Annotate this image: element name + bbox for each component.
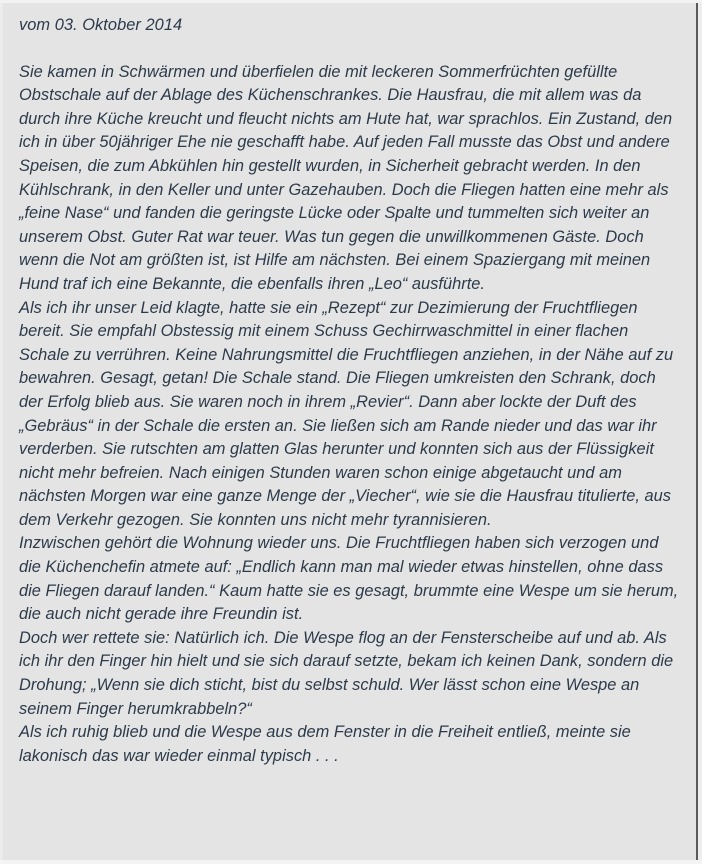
dateline-spacer bbox=[19, 38, 686, 61]
paragraph-1: Sie kamen in Schwärmen und überfielen die mit leckeren Sommerfrüchten gefüllte Obstschale auf der Ablage des Küchenschrankes. Die Hausfrau, die mit allem was da durch ihre Küche kreucht und fleucht nichts am Hute hat, war sprachlos. Ein Zustand, den ich in über 50jähriger Ehe nie geschafft habe. Auf jeden Fall musste das Obst und andere Speisen, die zum Abkühlen hin gestellt wurden, in Sicherheit gebracht werden. In den Kühlschrank, in den Keller und unter Gazehauben. Doch die Fliegen hatten eine mehr als „feine Nase“ und fanden die geringste Lücke oder Spalte und tummelten sich weiter an unserem Obst. Guter Rat war teuer. Was tun gegen die unwillkommenen Gäste. Doch wenn die Not am größten ist, ist Hilfe am nächsten. Bei einem Spaziergang mit meinen Hund traf ich eine Bekannte, die ebenfalls ihren „Leo“ ausführte. bbox=[19, 62, 673, 293]
article-text bbox=[19, 61, 679, 769]
paragraph-5: Als ich ruhig blieb und die Wespe aus dem Fenster in die Freiheit entließ, meinte sie lakonisch das war wieder einmal typisch . . . bbox=[19, 723, 631, 765]
document-body bbox=[0, 3, 702, 768]
paragraph-2: Als ich ihr unser Leid klagte, hatte sie ein „Rezept“ zur Dezimierung der Fruchtfliegen bereit. Sie empfahl Obstessig mit einem Schuss Gechirrwaschmittel in einer flachen Schale zu verrühren. Keine Nahrungsmittel die Fruchtfliegen anziehen, in der Nähe auf zu bewahren. Gesagt, getan! Die Schale stand. Die Fliegen umkreisten den Schrank, doch der Erfolg blieb aus. Sie waren noch in ihrem „Revier“. Dann aber lockte der Duft des „Gebräus“ in der Schale die ersten an. Sie ließen sich am Rande nieder und das war ihr verderben. Sie rutschten am glatten Glas herunter und konnten sich aus der Flüssigkeit nicht mehr befreien. Nach einigen Stunden waren schon einige abgetaucht und am nächsten Morgen war eine ganze Menge der „Viecher“, wie sie die Hausfrau titulierte, aus dem Verkehr gezogen. Sie konnten uns nicht mehr tyrannisieren. bbox=[19, 298, 674, 529]
paragraph-3: Inzwischen gehört die Wohnung wieder uns. Die Fruchtfliegen haben sich verzogen und die Küchenchefin atmete auf: „Endlich kann man mal wieder etwas hinstellen, ohne dass die Fliegen darauf landen.“ Kaum hatte sie es gesagt, brummte eine Wespe um sie herum, die auch nicht gerade ihre Freundin ist. bbox=[19, 534, 679, 624]
paragraph-4: Doch wer rettete sie: Natürlich ich. Die Wespe flog an der Fensterscheibe auf und ab. Als ich ihr den Finger hin hielt und sie sich darauf setzte, bekam ich keinen Dank, sondern die Drohung; „Wenn sie dich sticht, bist du selbst schuld. Wer lässt schon eine Wespe an seinem Finger herumkrabbeln?“ bbox=[19, 628, 674, 718]
dateline: vom 03. Oktober 2014 bbox=[19, 16, 183, 34]
